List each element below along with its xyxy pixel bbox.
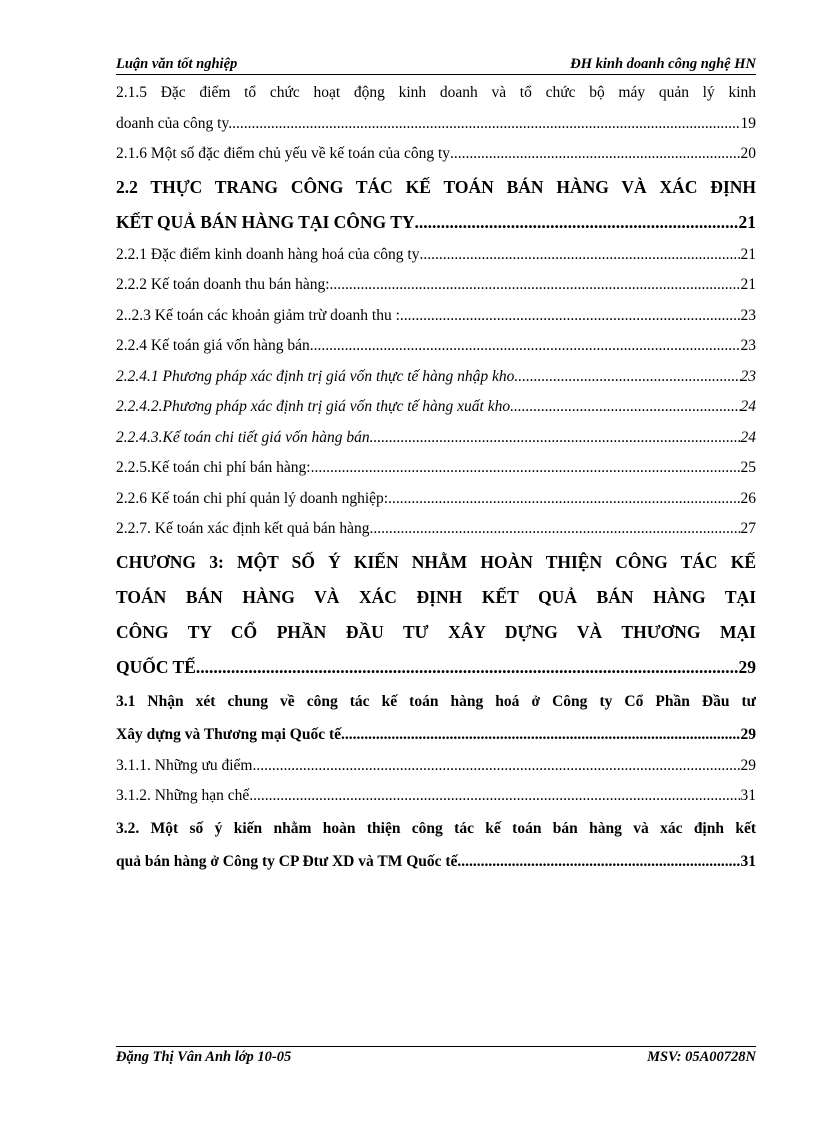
toc-entry-title: Xây dựng và Thương mại Quốc tế xyxy=(116,725,341,743)
toc-leader-dots xyxy=(232,109,740,140)
toc-entry-title: 2.2.4.2.Phương pháp xác định trị giá vốn thực tế hàng xuất kho xyxy=(116,398,511,415)
toc-entry-title: 2..2.3 Kế toán các khoản giảm trừ doanh thu : xyxy=(116,306,400,324)
toc-page-number: 27 xyxy=(740,520,756,537)
toc-page-number: 21 xyxy=(740,276,756,293)
toc-entry-text-line: 3.1 Nhận xét chung về công tác kế toán hàng hoá ở Công ty Cổ Phần Đầu tư xyxy=(116,692,756,710)
toc-entry xyxy=(116,781,756,812)
toc-entry-title: 2.2.4.1 Phương pháp xác định trị giá vốn thực tế hàng nhập kho xyxy=(116,367,515,385)
toc-leader-dots xyxy=(310,331,741,362)
toc-leader-dots xyxy=(510,392,740,423)
toc-entry-text-line: 2.2 THỰC TRANG CÔNG TÁC KẾ TOÁN BÁN HÀNG VÀ XÁC ĐỊNH xyxy=(116,176,756,197)
toc-page-number: 25 xyxy=(740,459,756,476)
toc-page-number: 19 xyxy=(740,114,756,132)
page-footer xyxy=(116,1046,756,1066)
toc-leader-dots xyxy=(415,205,739,240)
toc-leader-dots xyxy=(457,845,740,878)
toc-entry-title: 3.1.2. Những hạn chế xyxy=(116,787,250,804)
toc-entry-title: 2.2.5.Kế toán chi phí bán hàng: xyxy=(116,459,311,476)
toc-leader-dots xyxy=(196,650,739,685)
toc-entry-text-line: 3.2. Một số ý kiến nhằm hoàn thiện công tác kế toán bán hàng và xác định kết xyxy=(116,819,756,837)
toc-leader-dots xyxy=(253,751,741,782)
toc-entry-line xyxy=(116,392,756,423)
toc-leader-dots xyxy=(419,240,740,271)
toc-entry-text-line: TOÁN BÁN HÀNG VÀ XÁC ĐỊNH KẾT QUẢ BÁN HÀNG TẠI xyxy=(116,586,756,607)
toc-entry xyxy=(116,78,756,139)
toc-entry-line xyxy=(116,751,756,782)
toc-entry-text-line: CHƯƠNG 3: MỘT SỐ Ý KIẾN NHẰM HOÀN THIỆN CÔNG TÁC KẾ xyxy=(116,551,756,572)
toc-entry-line xyxy=(116,109,756,140)
toc-leader-dots xyxy=(400,301,741,332)
toc-entry-line xyxy=(116,240,756,271)
toc-entry-title: 2.2.4.3.Kế toán chi tiết giá vốn hàng bán xyxy=(116,428,370,446)
toc-entry xyxy=(116,685,756,751)
toc-entry-text-line: CÔNG TY CỔ PHẦN ĐẦU TƯ XÂY DỰNG VÀ THƯƠNG MẠI xyxy=(116,621,756,642)
toc-entry xyxy=(116,331,756,362)
toc-entry-line xyxy=(116,139,756,170)
toc-entry xyxy=(116,545,756,685)
toc-entry-title: quả bán hàng ở Công ty CP Đtư XD và TM Quốc tế xyxy=(116,852,458,870)
toc-entry-line xyxy=(116,484,756,515)
header-left: Luận văn tốt nghiệp xyxy=(116,56,238,72)
toc-leader-dots xyxy=(370,514,741,545)
toc-leader-dots xyxy=(514,362,740,393)
toc-leader-dots xyxy=(450,139,740,170)
toc-entry-title: KẾT QUẢ BÁN HÀNG TẠI CÔNG TY xyxy=(116,211,415,232)
toc-page-number: 26 xyxy=(740,489,756,507)
toc-page-number: 21 xyxy=(738,211,756,232)
toc-entry-title: 2.1.6 Một số đặc điểm chủ yếu về kế toán của công ty xyxy=(116,145,451,162)
toc-entry-line xyxy=(116,270,756,301)
toc-entry-title: doanh của công ty. xyxy=(116,114,233,132)
toc-entry-title: 3.1.1. Những ưu điểm xyxy=(116,756,253,774)
toc-entry-line xyxy=(116,423,756,454)
toc-page-number: 31 xyxy=(740,852,756,870)
toc-entry-line xyxy=(116,362,756,393)
toc-page-number: 24 xyxy=(740,398,756,415)
toc-entry-line xyxy=(116,514,756,545)
footer-left: Đặng Thị Vân Anh lớp 10-05 xyxy=(116,1049,292,1065)
footer-right: MSV: 05A00728N xyxy=(647,1049,756,1065)
toc-entry xyxy=(116,240,756,271)
toc-leader-dots xyxy=(370,423,741,454)
toc-entry xyxy=(116,270,756,301)
toc-page-number: 29 xyxy=(740,756,756,774)
toc-leader-dots xyxy=(341,718,741,751)
toc-entry-line xyxy=(116,453,756,484)
toc-entry xyxy=(116,514,756,545)
table-of-contents xyxy=(116,78,756,878)
toc-leader-dots xyxy=(311,453,741,484)
toc-entry xyxy=(116,453,756,484)
toc-entry-line xyxy=(116,718,756,751)
toc-entry xyxy=(116,301,756,332)
toc-entry xyxy=(116,362,756,393)
toc-entry xyxy=(116,139,756,170)
toc-entry xyxy=(116,484,756,515)
toc-entry-line xyxy=(116,781,756,812)
toc-page-number: 23 xyxy=(740,306,756,324)
toc-entry-line xyxy=(116,205,756,240)
toc-entry xyxy=(116,423,756,454)
toc-page-number: 23 xyxy=(740,337,756,354)
toc-entry-line xyxy=(116,845,756,878)
toc-page-number: 31 xyxy=(740,787,756,804)
toc-page-number: 24 xyxy=(740,428,756,446)
toc-entry-title: QUỐC TẾ xyxy=(116,656,196,677)
toc-entry-text-line: 2.1.5 Đặc điểm tổ chức hoạt động kinh doanh và tổ chức bộ máy quản lý kinh xyxy=(116,84,756,101)
toc-page-number: 29 xyxy=(740,725,756,743)
toc-leader-dots xyxy=(388,484,740,515)
toc-entry xyxy=(116,751,756,782)
toc-page-number: 21 xyxy=(740,245,756,263)
toc-entry xyxy=(116,812,756,878)
toc-page-number: 20 xyxy=(740,145,756,162)
toc-entry-title: 2.2.6 Kế toán chi phí quản lý doanh nghiệp: xyxy=(116,489,389,507)
toc-entry-line xyxy=(116,650,756,685)
toc-entry-title: 2.2.1 Đặc điểm kinh doanh hàng hoá của công ty xyxy=(116,245,420,263)
toc-entry xyxy=(116,392,756,423)
header-right: ĐH kinh doanh công nghệ HN xyxy=(570,56,756,72)
toc-page-number: 23 xyxy=(740,367,756,385)
toc-entry-title: 2.2.7. Kế toán xác định kết quả bán hàng xyxy=(116,520,370,537)
toc-entry-title: 2.2.2 Kế toán doanh thu bán hàng: xyxy=(116,276,330,293)
toc-entry-line xyxy=(116,331,756,362)
toc-leader-dots xyxy=(330,270,741,301)
page-header xyxy=(116,56,756,75)
toc-entry xyxy=(116,170,756,240)
toc-entry-title: 2.2.4 Kế toán giá vốn hàng bán xyxy=(116,337,310,354)
toc-page-number: 29 xyxy=(738,656,756,677)
toc-entry-line xyxy=(116,301,756,332)
toc-leader-dots xyxy=(249,781,740,812)
